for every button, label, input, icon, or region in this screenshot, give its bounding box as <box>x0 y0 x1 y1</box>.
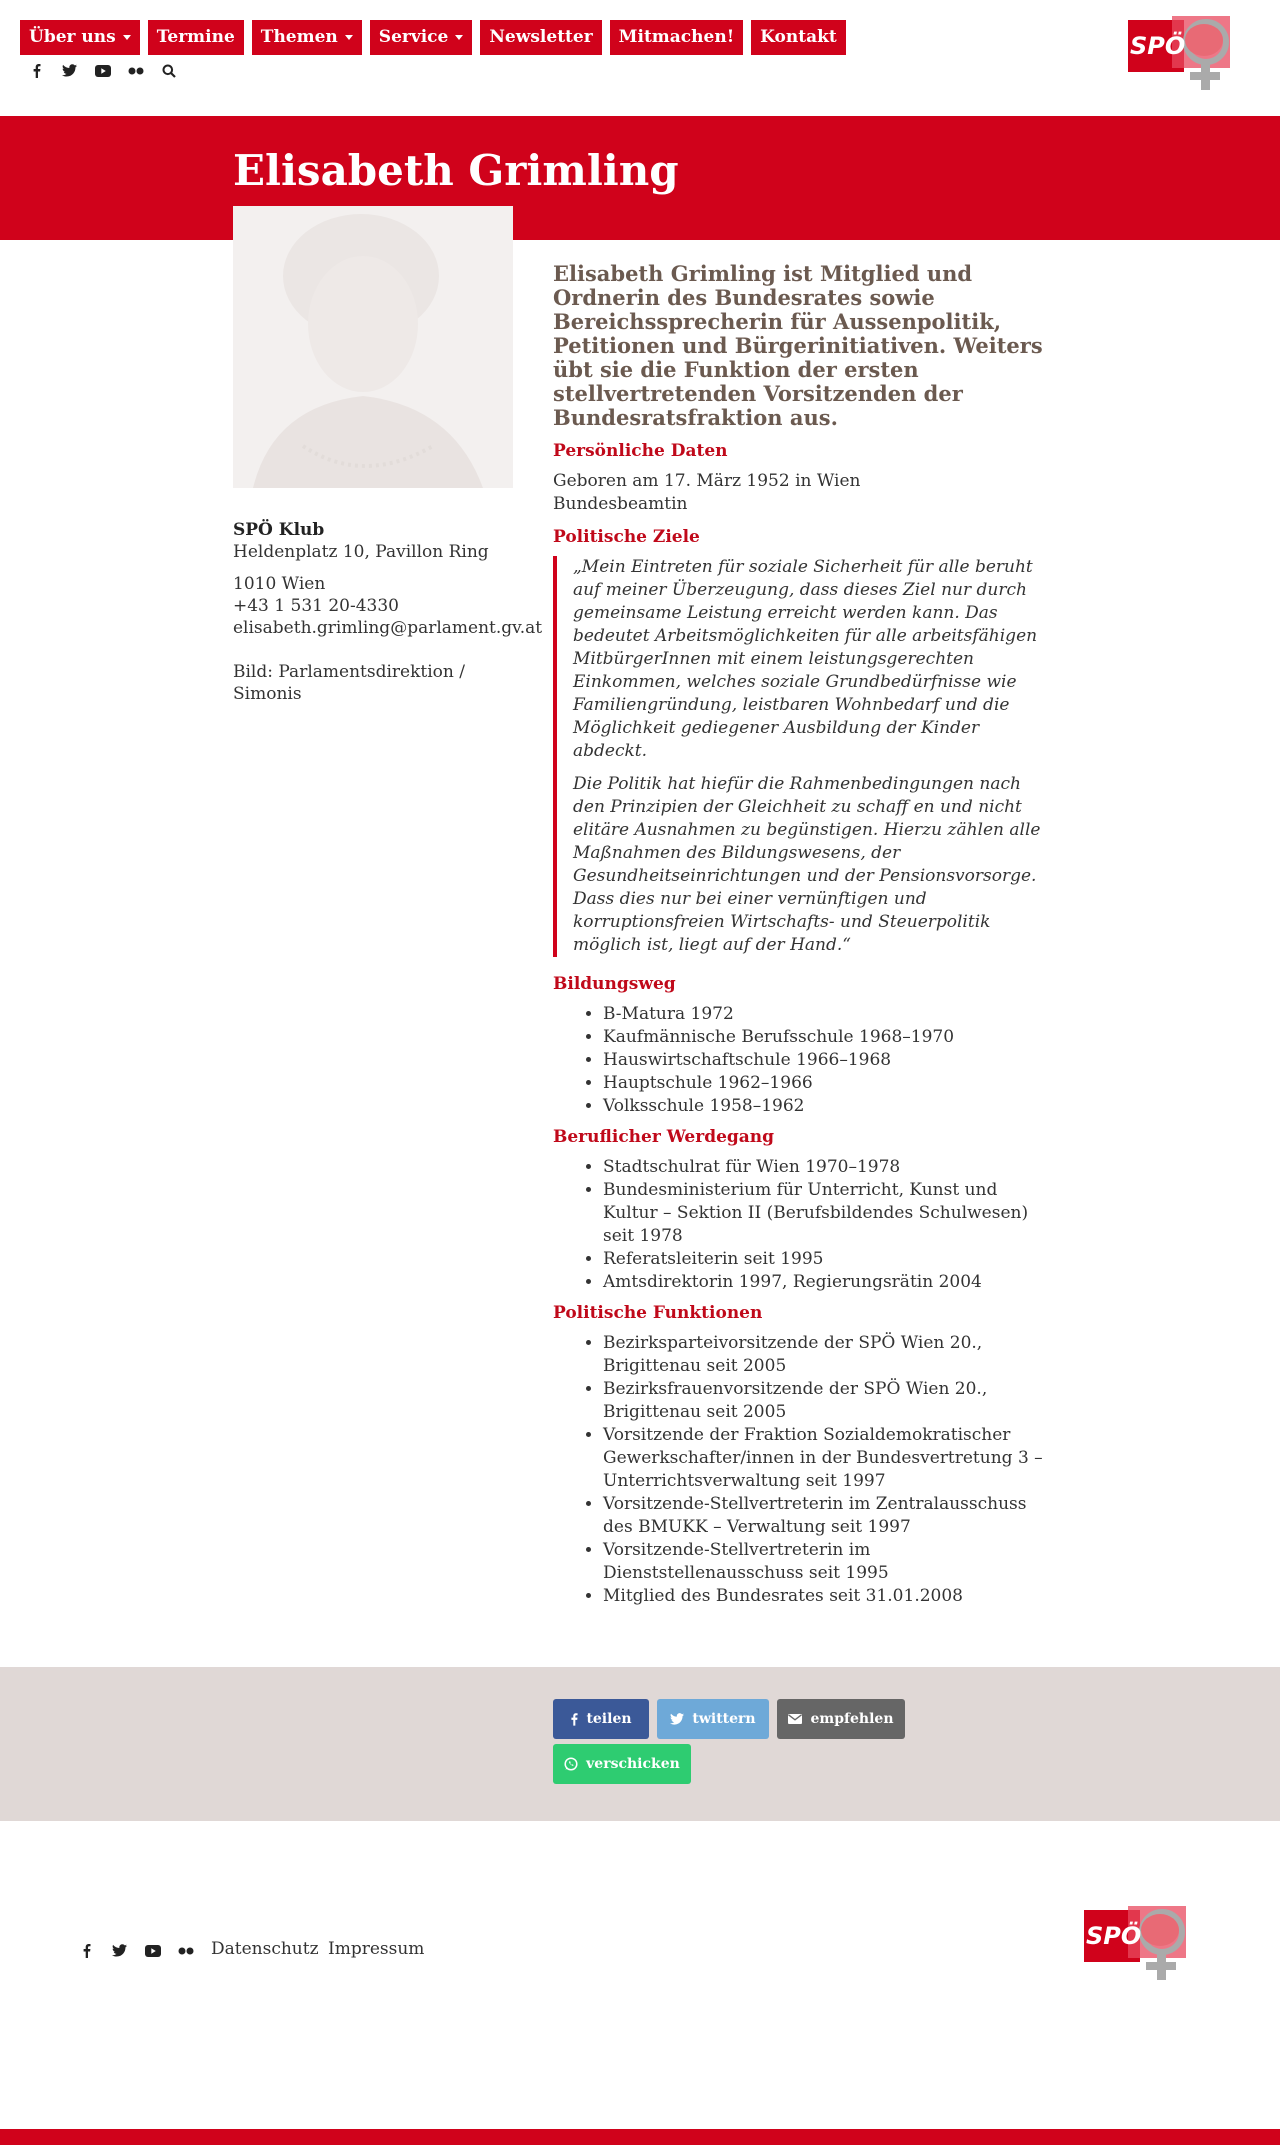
photo-credit-line2: Simonis <box>233 684 302 704</box>
list-item: • Referatsleiterin seit 1995 <box>603 1248 1053 1271</box>
birth-info: Geboren am 17. März 1952 in Wien <box>553 471 861 491</box>
logo-text: SPÖ <box>1130 32 1186 60</box>
occupation: Bundesbeamtin <box>553 494 688 514</box>
political-goals-quote <box>553 556 1053 957</box>
contact-info <box>233 519 543 705</box>
flickr-icon[interactable] <box>127 62 144 79</box>
main-nav <box>20 20 846 55</box>
twitter-icon <box>670 1713 684 1725</box>
portrait-image <box>233 206 513 488</box>
nav-item-termine[interactable] <box>148 20 244 55</box>
footer-bottom-bar <box>0 2129 1280 2145</box>
youtube-icon[interactable] <box>94 62 111 79</box>
footer-spoe-frauen-logo[interactable] <box>1084 1906 1214 1986</box>
facebook-icon[interactable] <box>78 1942 95 1959</box>
facebook-icon <box>570 1712 578 1726</box>
page-title: Elisabeth Grimling <box>233 146 679 195</box>
quote-paragraph: Die Politik hat hiefür die Rahmenbedingungen nach den Prinzipien der Gleichheit zu schaff en und nicht elitäre Ausnahmen zu begünstigen. Hierzu zählen alle Maßnahmen des Bildungswesens, der Gesundheitseinrichtungen und der Pensionsvorsorge. Dass dies nur bei einer vernünftigen und korruptionsfreien Wirtschafts- und Steuerpolitik möglich ist, liegt auf der Hand.“ <box>573 774 1041 955</box>
career-heading: Beruflicher Werdegang <box>553 1127 775 1147</box>
photo-credit: Bild: Parlamentsdirektion / <box>233 662 465 682</box>
contact-org: SPÖ Klub <box>233 520 325 540</box>
list-item: • B-Matura 1972 <box>603 1003 1053 1026</box>
title-banner <box>0 116 1280 240</box>
list-item: • Bezirksparteivorsitzende der SPÖ Wien 20., Brigittenau seit 2005 <box>603 1332 1053 1378</box>
share-label: twittern <box>692 1711 756 1727</box>
flickr-icon[interactable] <box>177 1942 194 1959</box>
functions-heading: Politische Funktionen <box>553 1303 763 1323</box>
nav-label: Service <box>378 27 449 47</box>
list-item: • Bezirksfrauenvorsitzende der SPÖ Wien 20., Brigittenau seit 2005 <box>603 1378 1053 1424</box>
nav-item-kontakt[interactable] <box>751 20 846 55</box>
nav-item-ueber-uns[interactable] <box>20 20 140 55</box>
nav-item-themen[interactable] <box>252 20 362 55</box>
caret-down-icon <box>345 35 353 40</box>
list-item: • Volksschule 1958–1962 <box>603 1095 1053 1118</box>
lead-paragraph: Elisabeth Grimling ist Mitglied und Ordnerin des Bundesrates sowie Bereichssprecherin für Aussenpolitik, Petitionen und Bürgerinitiativen. Weiters übt sie die Funktion der ersten stellvertretenden Vorsitzenden der Bundesratsfraktion aus. <box>553 261 1043 430</box>
envelope-icon <box>788 1714 802 1724</box>
contact-phone[interactable]: +43 1 531 20-4330 <box>233 596 399 616</box>
twitter-icon[interactable] <box>61 62 78 79</box>
footer-social-links <box>78 1942 194 1959</box>
facebook-icon[interactable] <box>28 62 45 79</box>
list-item: • Hauptschule 1962–1966 <box>603 1072 1053 1095</box>
list-item: • Vorsitzende der Fraktion Sozialdemokratischer Gewerkschafter/innen in der Bundesvertretung 3 – Unterrichtsverwaltung seit 1997 <box>603 1424 1053 1493</box>
education-heading: Bildungsweg <box>553 974 676 994</box>
contact-email[interactable]: elisabeth.grimling@parlament.gv.at <box>233 618 543 638</box>
share-label: teilen <box>586 1711 632 1727</box>
contact-street: Heldenplatz 10, Pavillon Ring <box>233 542 489 562</box>
list-item: • Mitglied des Bundesrates seit 31.01.2008 <box>603 1585 1053 1608</box>
imprint-link[interactable]: Impressum <box>328 1939 425 1959</box>
education-list <box>553 1003 1053 1118</box>
search-icon[interactable] <box>160 62 177 79</box>
whatsapp-icon <box>564 1757 578 1771</box>
share-twitter-button[interactable] <box>657 1699 769 1739</box>
list-item: • Amtsdirektorin 1997, Regierungsrätin 2004 <box>603 1271 1053 1294</box>
caret-down-icon <box>455 35 463 40</box>
quote-paragraph: „Mein Eintreten für soziale Sicherheit für alle beruht auf meiner Überzeugung, dass dieses Ziel nur durch gemeinsame Leistung erreicht werden kann. Das bedeutet Arbeitsmöglichkeiten für alle arbeitsfähigen MitbürgerInnen mit einem leistungsgerechten Einkommen, welches soziale Grundbedürfnisse wie Familiengründung, leistbaren Wohnbedarf und die Möglichkeit gediegener Ausbildung der Kinder abdeckt. <box>573 557 1038 761</box>
nav-item-newsletter[interactable] <box>480 20 601 55</box>
political-goals-heading: Politische Ziele <box>553 527 700 547</box>
functions-list <box>553 1332 1053 1608</box>
list-item: • Vorsitzende-Stellvertreterin im Zentralausschuss des BMUKK – Verwaltung seit 1997 <box>603 1493 1053 1539</box>
logo-text: SPÖ <box>1086 1922 1142 1950</box>
spoe-frauen-logo[interactable] <box>1128 16 1258 96</box>
list-item: • Hauswirtschaftschule 1966–1968 <box>603 1049 1053 1072</box>
twitter-icon[interactable] <box>111 1942 128 1959</box>
share-label: empfehlen <box>810 1711 894 1727</box>
nav-label: Kontakt <box>760 27 837 47</box>
youtube-icon[interactable] <box>144 1942 161 1959</box>
personal-data <box>553 470 1053 516</box>
list-item: • Stadtschulrat für Wien 1970–1978 <box>603 1156 1053 1179</box>
privacy-link[interactable]: Datenschutz <box>211 1939 319 1959</box>
nav-label: Mitmachen! <box>618 27 735 47</box>
contact-city: 1010 Wien <box>233 574 326 594</box>
list-item: • Vorsitzende-Stellvertreterin im Dienststellenausschuss seit 1995 <box>603 1539 1053 1585</box>
nav-label: Termine <box>156 27 235 47</box>
share-section <box>0 1667 1280 1821</box>
header-social-links <box>28 62 177 79</box>
main-content <box>553 262 1053 1616</box>
list-item: • Bundesministerium für Unterricht, Kunst und Kultur – Sektion II (Berufsbildendes Schulwesen) seit 1978 <box>603 1179 1053 1248</box>
nav-label: Newsletter <box>489 27 593 47</box>
share-facebook-button[interactable] <box>553 1699 649 1739</box>
caret-down-icon <box>123 35 131 40</box>
share-whatsapp-button[interactable] <box>553 1744 691 1784</box>
career-list <box>553 1156 1053 1294</box>
list-item: • Kaufmännische Berufsschule 1968–1970 <box>603 1026 1053 1049</box>
nav-label: Über uns <box>29 27 116 47</box>
nav-item-service[interactable] <box>370 20 473 55</box>
personal-data-heading: Persönliche Daten <box>553 441 728 461</box>
nav-item-mitmachen[interactable] <box>610 20 743 55</box>
nav-label: Themen <box>260 27 338 47</box>
share-email-button[interactable] <box>777 1699 905 1739</box>
share-label: verschicken <box>586 1756 680 1772</box>
